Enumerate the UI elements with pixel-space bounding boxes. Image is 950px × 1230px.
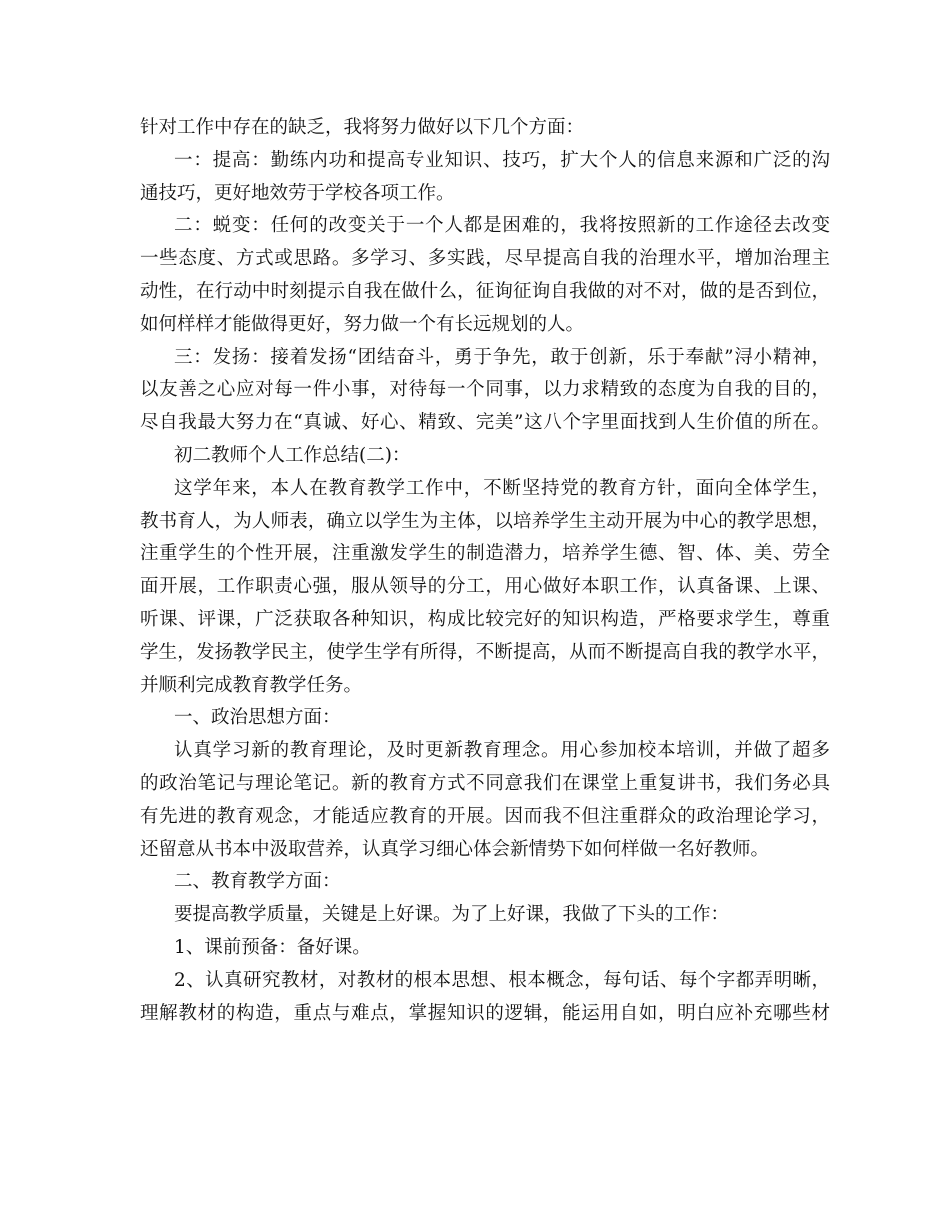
- text-line: 认真学习新的教育理论，及时更新教育理念。用心参加校本培训，并做了超多: [174, 740, 830, 762]
- text-line: 一：提高：勤练内功和提高专业知识、技巧，扩大个人的信息来源和广泛的沟: [174, 149, 830, 171]
- text-line: 并顺利完成教育教学任务。: [140, 674, 363, 696]
- text-line: 听课、评课，广泛获取各种知识，构成比较完好的知识构造，严格要求学生，尊重: [140, 608, 830, 630]
- text-line: 动性，在行动中时刻提示自我在做什么，征询征询自我做的对不对，做的是否到位，: [140, 280, 830, 302]
- text-line: 还留意从书本中汲取营养，认真学习细心体会新情势下如何样做一名好教师。: [140, 838, 770, 860]
- text-line: 理解教材的构造，重点与难点，掌握知识的逻辑，能运用自如，明白应补充哪些材: [140, 1002, 830, 1024]
- text-line: 1、课前预备：备好课。: [174, 936, 371, 958]
- text-line: 三：发扬：接着发扬“团结奋斗，勇于争先，敢于创新，乐于奉献”浔小精神，: [174, 346, 830, 368]
- text-line: 教书育人，为人师表，确立以学生为主体，以培养学生主动开展为中心的教学思想，: [140, 510, 830, 532]
- document-body: [140, 112, 830, 1030]
- text-line: 有先进的教育观念，才能适应教育的开展。因而我不但注重群众的政治理论学习，: [140, 805, 830, 827]
- text-line: 初二教师个人工作总结(二)：: [174, 444, 411, 466]
- text-line: 通技巧，更好地效劳于学校各项工作。: [140, 182, 455, 204]
- text-line: 一、政治思想方面：: [174, 707, 341, 729]
- text-line: 二、教育教学方面：: [174, 871, 341, 893]
- text-line: 学生，发扬教学民主，使学生学有所得，不断提高，从而不断提高自我的教学水平，: [140, 641, 830, 663]
- text-line: 2、认真研究教材，对教材的根本思想、根本概念，每句话、每个字都弄明晰，: [174, 969, 830, 991]
- text-line: 要提高教学质量，关键是上好课。为了上好课，我做了下头的工作：: [174, 904, 730, 926]
- text-line: 注重学生的个性开展，注重激发学生的制造潜力，培养学生德、智、体、美、劳全: [140, 543, 830, 565]
- text-line: 二：蜕变：任何的改变关于一个人都是困难的，我将按照新的工作途径去改变: [174, 215, 830, 237]
- text-line: 这学年来，本人在教育教学工作中，不断坚持党的教育方针，面向全体学生，: [174, 477, 830, 499]
- text-line: 以友善之心应对每一件小事，对待每一个同事，以力求精致的态度为自我的目的，: [140, 379, 830, 401]
- text-line: 针对工作中存在的缺乏，我将努力做好以下几个方面：: [140, 117, 585, 138]
- text-line: 面开展，工作职责心强，服从领导的分工，用心做好本职工作，认真备课、上课、: [140, 576, 830, 598]
- text-line: 如何样样才能做得更好，努力做一个有长远规划的人。: [140, 313, 585, 335]
- text-line: 的政治笔记与理论笔记。新的教育方式不同意我们在课堂上重复讲书，我们务必具: [140, 772, 830, 794]
- text-line: 尽自我最大努力在“真诚、好心、精致、完美”这八个字里面找到人生价值的所在。: [140, 412, 830, 434]
- text-line: 一些态度、方式或思路。多学习、多实践，尽早提高自我的治理水平，增加治理主: [140, 248, 830, 270]
